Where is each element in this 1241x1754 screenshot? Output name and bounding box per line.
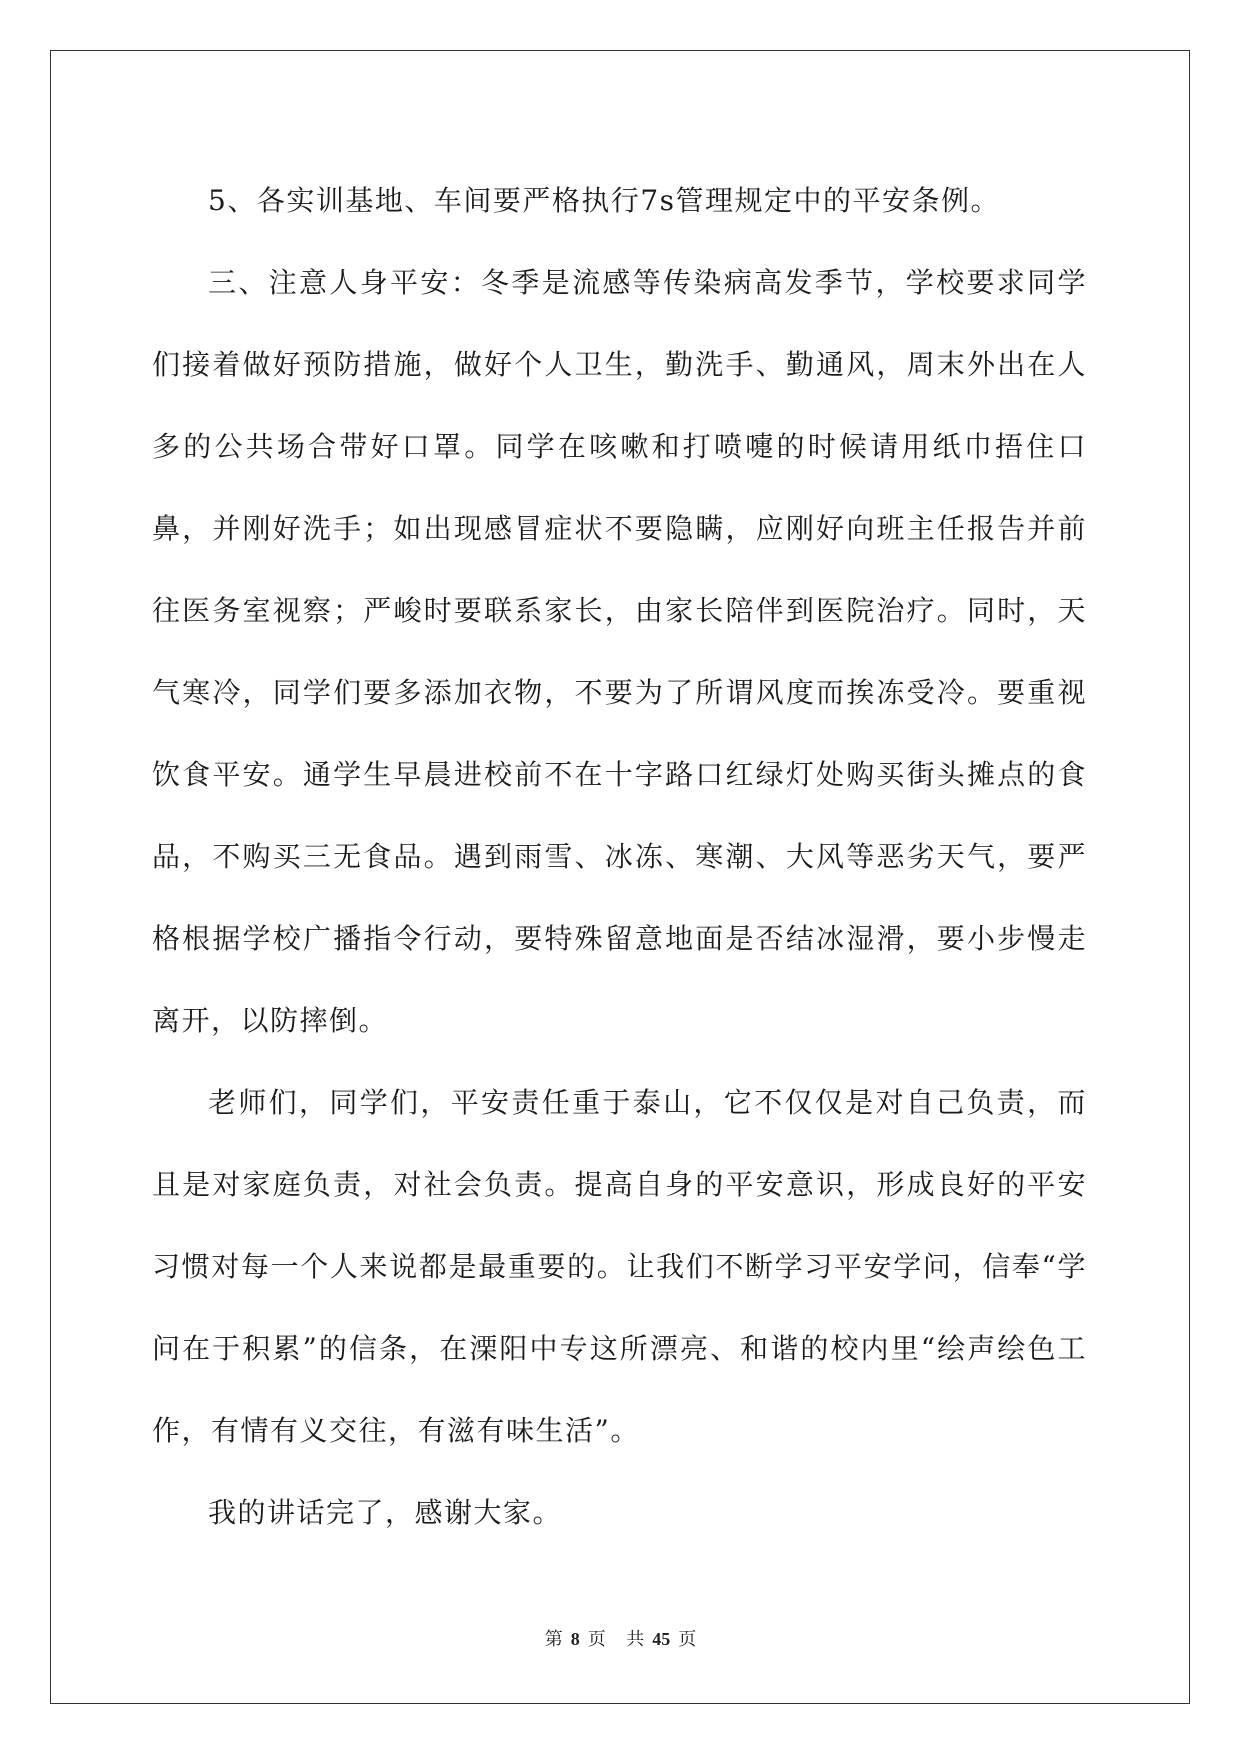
- page-total: [622, 1629, 700, 1649]
- total-pages: 45: [652, 1629, 671, 1649]
- paragraph: 三、注意人身平安：冬季是流感等传染病高发季节，学校要求同学们接着做好预防措施，做好个人卫生，勤洗手、勤通风，周末外出在人多的公共场合带好口罩。同学在咳嗽和打喷嚏的时候请用纸巾捂住口鼻，并刚好洗手；如出现感冒症状不要隐瞒，应刚好向班主任报告并前往医务室视察；严峻时要联系家长，由家长陪伴到医院治疗。同时，天气寒冷，同学们要多添加衣物，不要为了所谓风度而挨冻受冷。要重视饮食平安。通学生早晨进校前不在十字路口红绿灯处购买街头摊点的食品，不购买三无食品。遇到雨雪、冰冻、寒潮、大风等恶劣天气，要严格根据学校广播指令行动，要特殊留意地面是否结冰湿滑，要小步慢走离开，以防摔倒。: [152, 266, 1087, 1037]
- paragraph: 老师们，同学们，平安责任重于泰山，它不仅仅是对自己负责，而且是对家庭负责，对社会负责。提高自身的平安意识，形成良好的平安习惯对每一个人来说都是最重要的。让我们不断学习平安学问，信奉“学问在于积累”的信条，在溧阳中专这所漂亮、和谐的校内里“绘声绘色工作，有情有义交往，有滋有味生活”。: [152, 1086, 1087, 1447]
- page-footer: [0, 1625, 1241, 1651]
- paragraph: 我的讲话完了，感谢大家。: [208, 1496, 563, 1529]
- total-suffix: 页: [678, 1629, 697, 1649]
- current-page: 8: [570, 1629, 580, 1649]
- total-prefix: 共: [626, 1629, 645, 1649]
- paragraph: 5、各实训基地、车间要严格执行7s管理规定中的平安条例。: [208, 184, 1001, 217]
- page-number: [541, 1629, 610, 1649]
- page-prefix: 第: [544, 1629, 563, 1649]
- page-suffix: 页: [587, 1629, 606, 1649]
- document-body: [152, 160, 1087, 1554]
